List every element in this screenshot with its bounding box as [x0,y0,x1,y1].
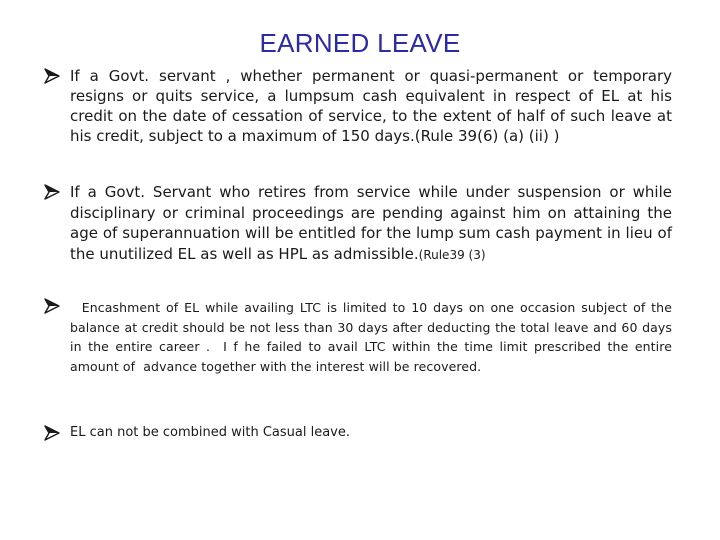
bullet-text: Encashment of EL while availing LTC is limited to 10 days on one occasion subject of the balance at credit should be not less than 30 days after deducting the total leave and 60 days in the entire career . I f he failed to avail LTC within the time limit prescribed the entire amount of advance together with the interest will be recovered. [70,300,677,374]
arrow-bullet-icon [44,184,60,200]
bullet-item [44,298,677,376]
bullet-body: If a Govt. Servant who retires from service while under suspension or while disciplinary or criminal proceedings are pending against him on attaining the age of superannuation will be entitled for the lump sum cash payment in lieu of the unutilized EL as well as HPL as admissible. [70,183,672,263]
bullet-text: EL can not be combined with Casual leave. [70,425,351,440]
arrow-bullet-icon [44,298,60,314]
bullet-item [44,66,672,146]
arrow-bullet-icon [44,425,60,441]
slide-title: EARNED LEAVE [259,28,461,58]
rule-reference: (Rule39 (3) [418,247,486,262]
arrow-bullet-icon [44,68,60,84]
bullet-item [44,182,672,265]
bullet-text [70,182,672,265]
bullet-text: If a Govt. servant , whether permanent or quasi-permanent or temporary resigns or quits service, a lumpsum cash equivalent in respect of EL at his credit on the date of cessation of service, to the extent of half of such leave at his credit, subject to a maximum of 150 days.(Rule 39(6) (a) (ii) ) [70,67,672,145]
bullet-item [44,424,672,442]
